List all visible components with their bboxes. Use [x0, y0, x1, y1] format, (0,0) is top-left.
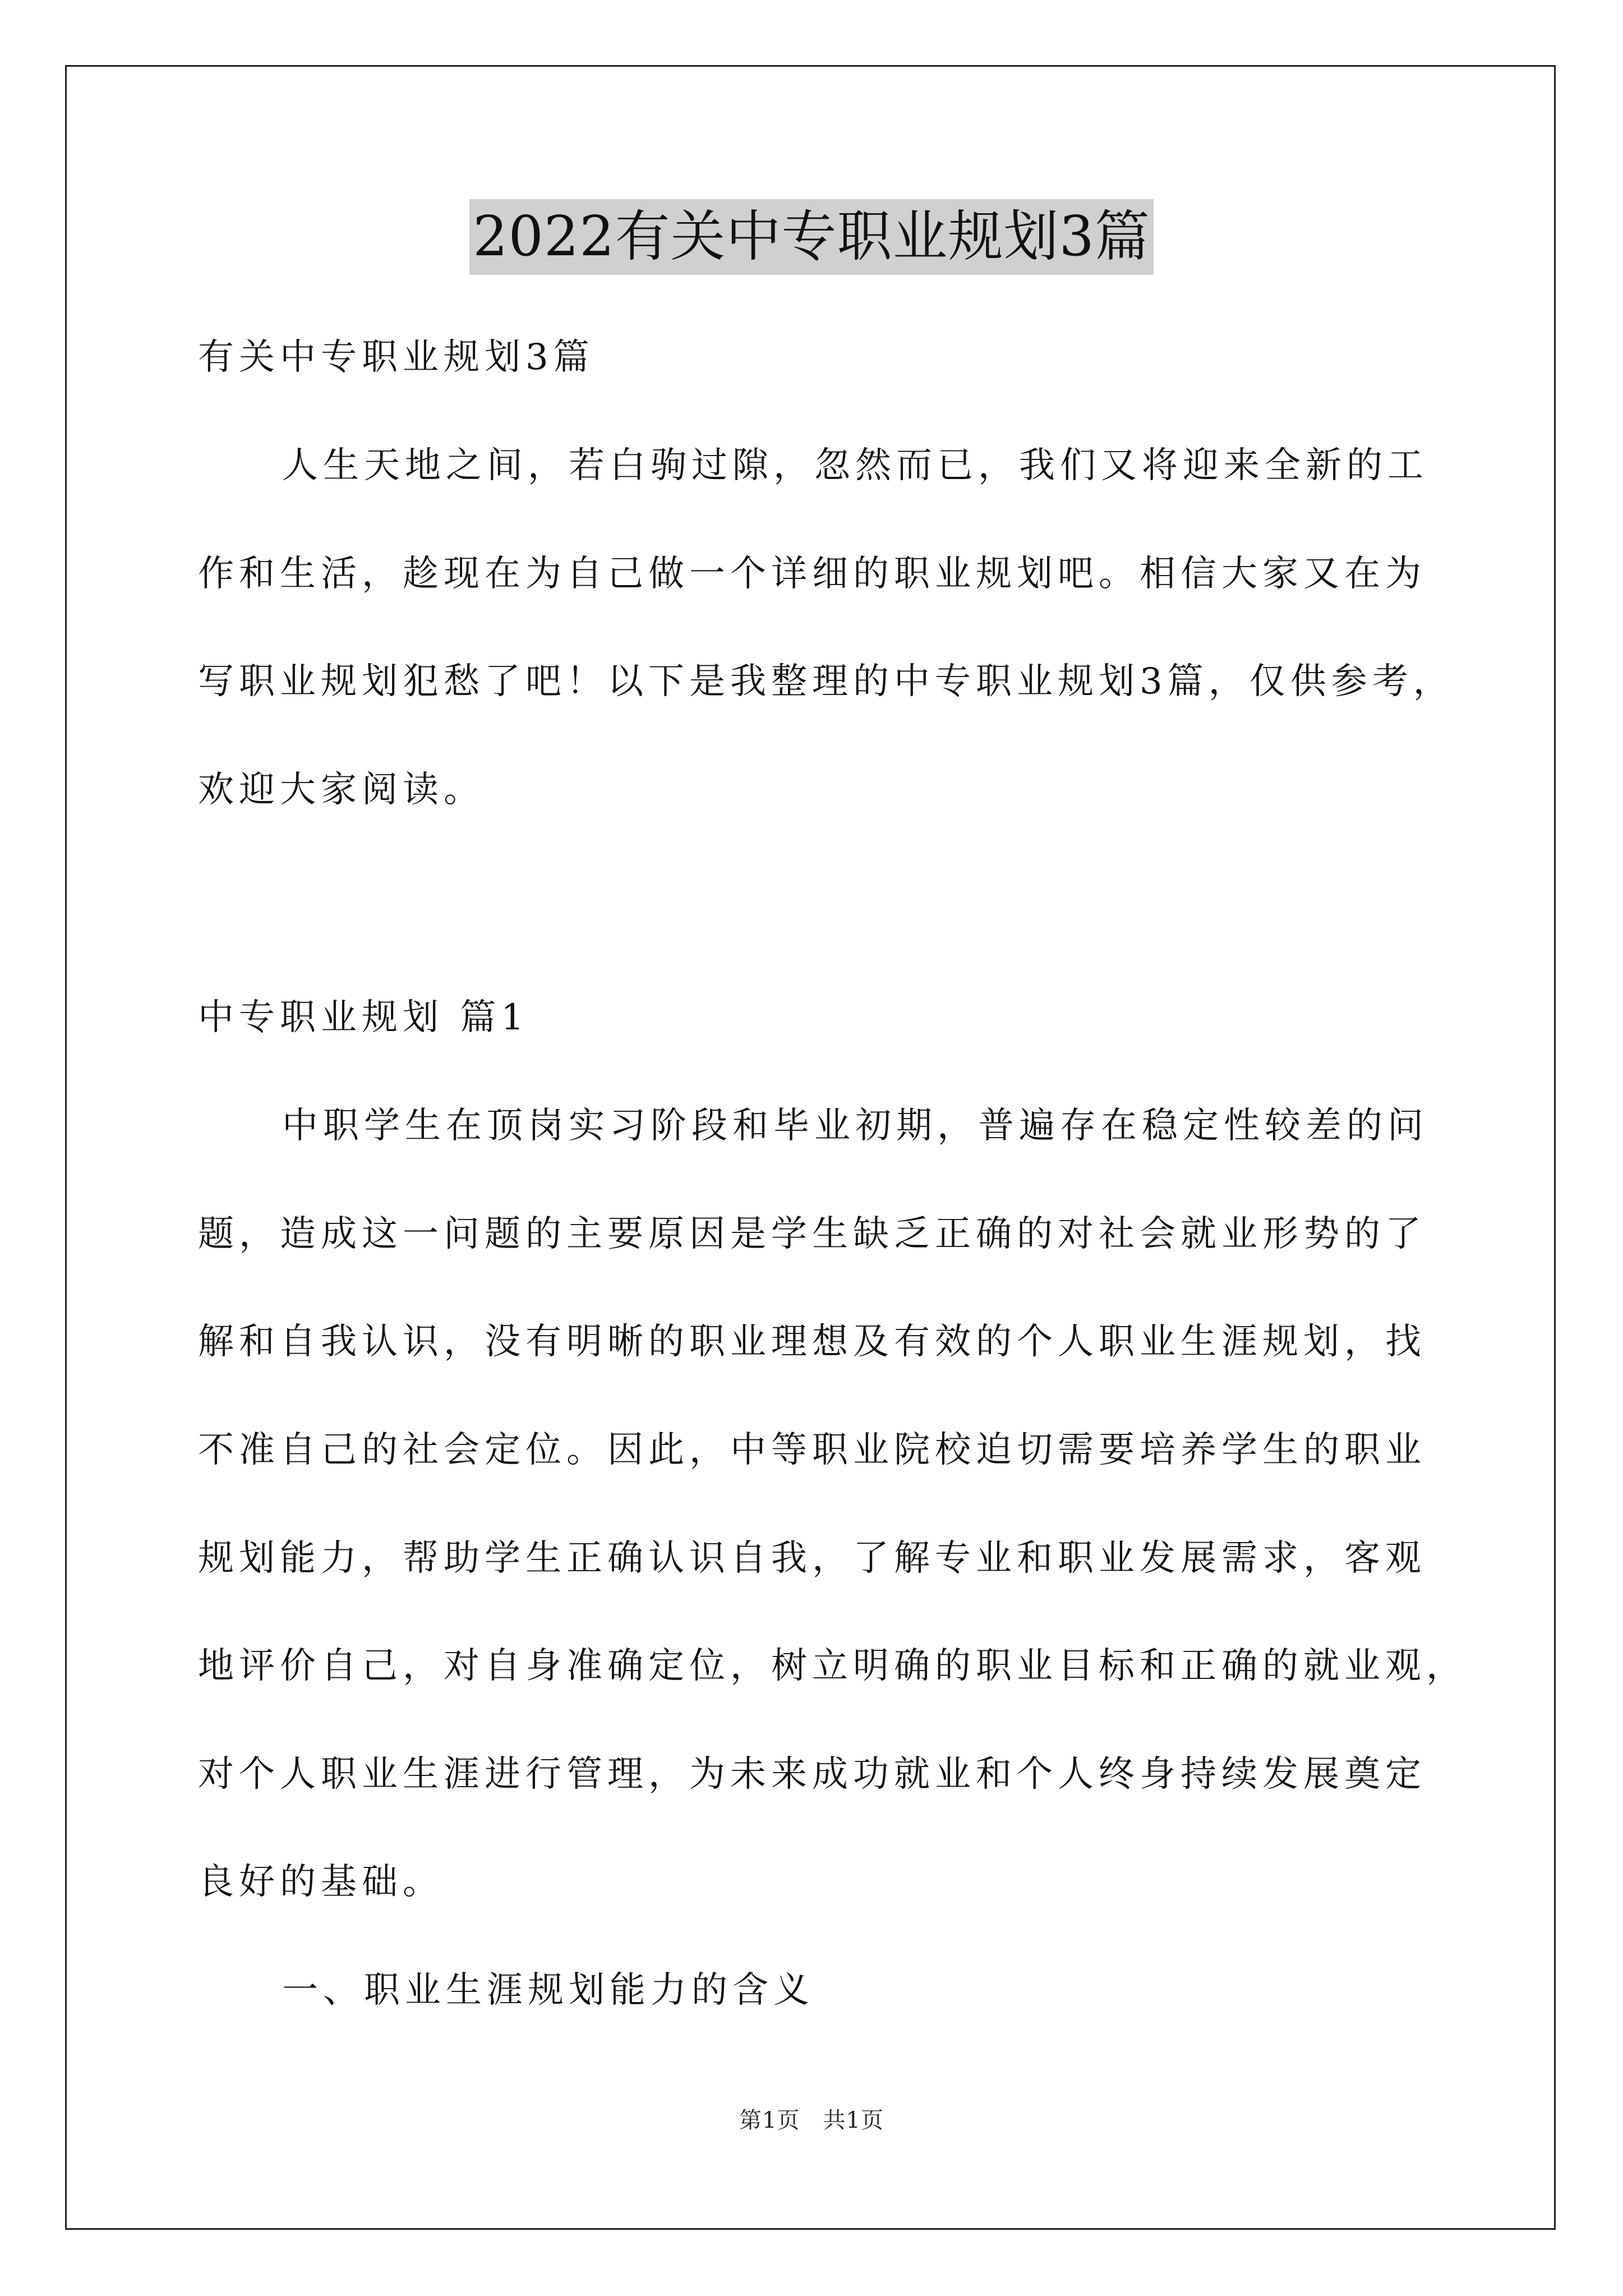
body-line: 对个人职业生涯进行管理，为未来成功就业和个人终身持续发展奠定: [198, 1754, 1426, 1795]
intro-line: 写职业规划犯愁了吧！以下是我整理的中专职业规划3篇，仅供参考，: [198, 661, 1454, 702]
document-title-text: 2022有关中专职业规划3篇: [469, 199, 1154, 275]
document-title: [0, 199, 1623, 275]
body-line: 题，造成这一问题的主要原因是学生缺乏正确的对社会就业形势的了: [198, 1213, 1426, 1255]
section-heading: 中专职业规划 篇1: [198, 997, 529, 1038]
intro-line: 作和生活，趁现在为自己做一个详细的职业规划吧。相信大家又在为: [198, 553, 1426, 595]
subheading: 一、职业生涯规划能力的含义: [282, 1970, 814, 2011]
body-line: 不准自己的社会定位。因此，中等职业院校迫切需要培养学生的职业: [198, 1429, 1426, 1471]
body-line: 规划能力，帮助学生正确认识自我，了解专业和职业发展需求，客观: [198, 1538, 1426, 1579]
body-line: 良好的基础。: [198, 1861, 444, 1903]
document-subtitle: 有关中专职业规划3篇: [198, 337, 594, 378]
body-line: 解和自我认识，没有明晰的职业理想及有效的个人职业生涯规划，找: [198, 1321, 1426, 1363]
intro-line: 欢迎大家阅读。: [198, 769, 485, 811]
body-line: 中职学生在顶岗实习阶段和毕业初期，普遍存在稳定性较差的问: [282, 1105, 1428, 1147]
page-footer: 第1页 共1页: [739, 2108, 884, 2133]
intro-line: 人生天地之间，若白驹过隙，忽然而已，我们又将迎来全新的工: [282, 445, 1428, 486]
body-line: 地评价自己，对自身准确定位，树立明确的职业目标和正确的就业观，: [198, 1645, 1467, 1687]
